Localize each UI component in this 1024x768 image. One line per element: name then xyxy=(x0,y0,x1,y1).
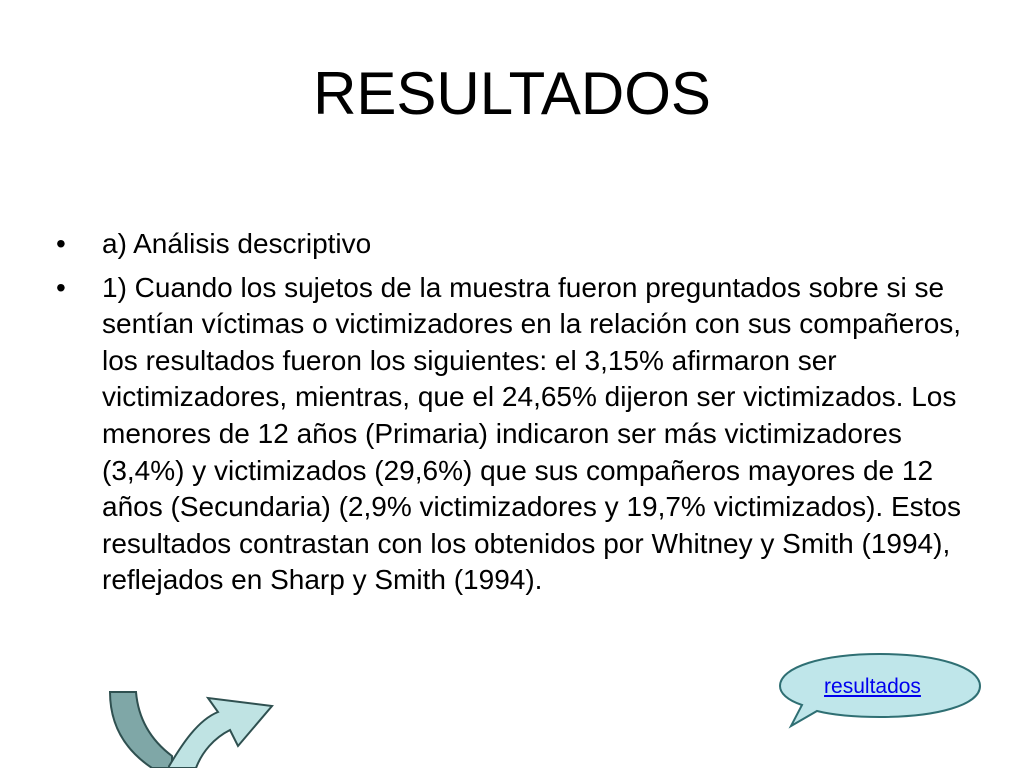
bullet-item xyxy=(56,270,976,599)
slide-title: RESULTADOS xyxy=(313,60,711,127)
bullet-item xyxy=(56,226,976,263)
callout-bubble[interactable] xyxy=(775,650,985,730)
curved-arrow-down-icon xyxy=(96,686,176,768)
bullet-text: a) Análisis descriptivo xyxy=(102,228,372,259)
bullet-dot: • xyxy=(56,228,66,259)
bullet-dot: • xyxy=(56,271,66,303)
bullet-list xyxy=(56,226,976,606)
curved-arrow-up-icon xyxy=(168,686,278,768)
resultados-link[interactable]: resultados xyxy=(824,675,921,698)
bullet-text: 1) Cuando los sujetos de la muestra fueron preguntados sobre si se sentían víctimas o victimizadores en la relación con sus compañeros, los resultados fueron los siguientes: el 3,15% afirmaron ser victimizadores, mientras, que el 24,65% dijeron ser victimizados. Los menores de 12 años (Primaria) indicaron ser más victimizadores (3,4%) y victimizados (29,6%) que sus compañeros mayores de 12 años (Secundaria) (2,9% victimizadores y 19,7% victimizados). Estos resultados contrastan con los obtenidos por Whitney y Smith (1994), reflejados en Sharp y Smith (1994). xyxy=(102,271,962,596)
